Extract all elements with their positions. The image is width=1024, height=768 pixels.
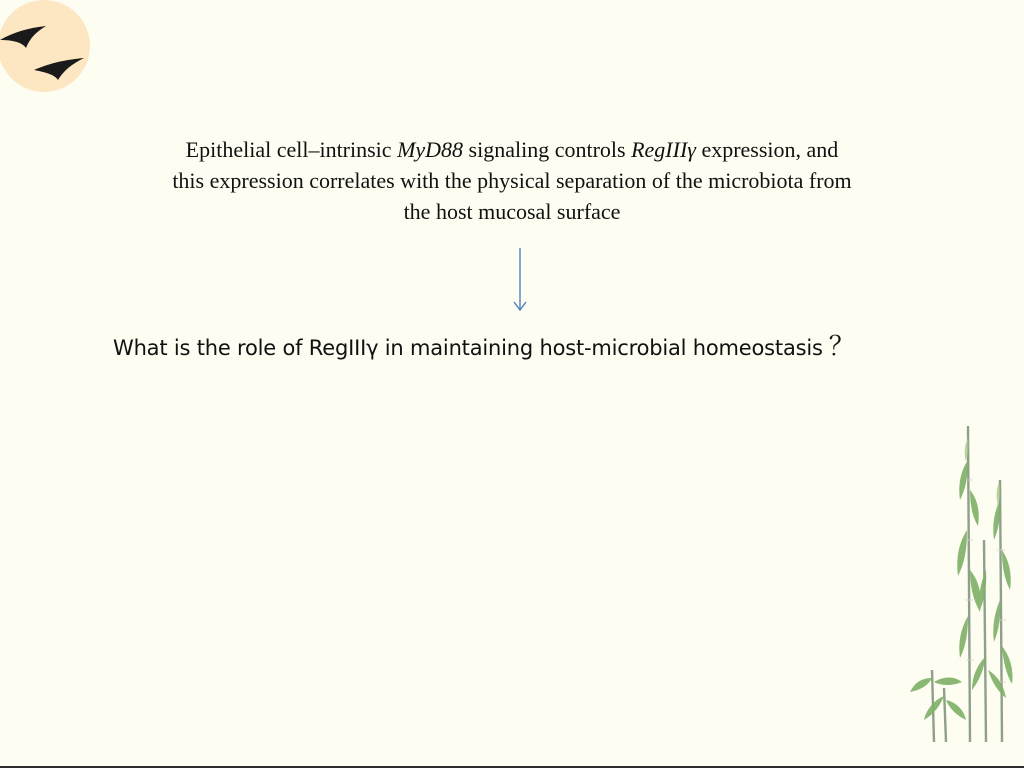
- statement-segment: Epithelial cell–intrinsic: [185, 137, 398, 162]
- question-text: What is the role of RegIIIγ in maintaining host-microbial homeostasis: [113, 336, 823, 360]
- statement-segment: signaling controls: [463, 137, 632, 162]
- bamboo-plant-icon: [910, 420, 1024, 750]
- flying-birds-icon: [0, 18, 95, 88]
- statement-text: [100, 134, 924, 227]
- statement-line-2: this expression correlates with the physical separation of the microbiota from: [172, 168, 852, 193]
- down-arrow-icon: [510, 246, 530, 314]
- statement-line-1: [100, 134, 924, 165]
- question-mark: ？: [828, 332, 855, 362]
- gene-name-myd88: MyD88: [397, 137, 464, 162]
- gene-name-regiiig: RegIIIγ: [631, 137, 696, 162]
- statement-segment: expression, and: [695, 137, 839, 162]
- statement-line-3: the host mucosal surface: [403, 199, 621, 224]
- research-question: [113, 330, 953, 365]
